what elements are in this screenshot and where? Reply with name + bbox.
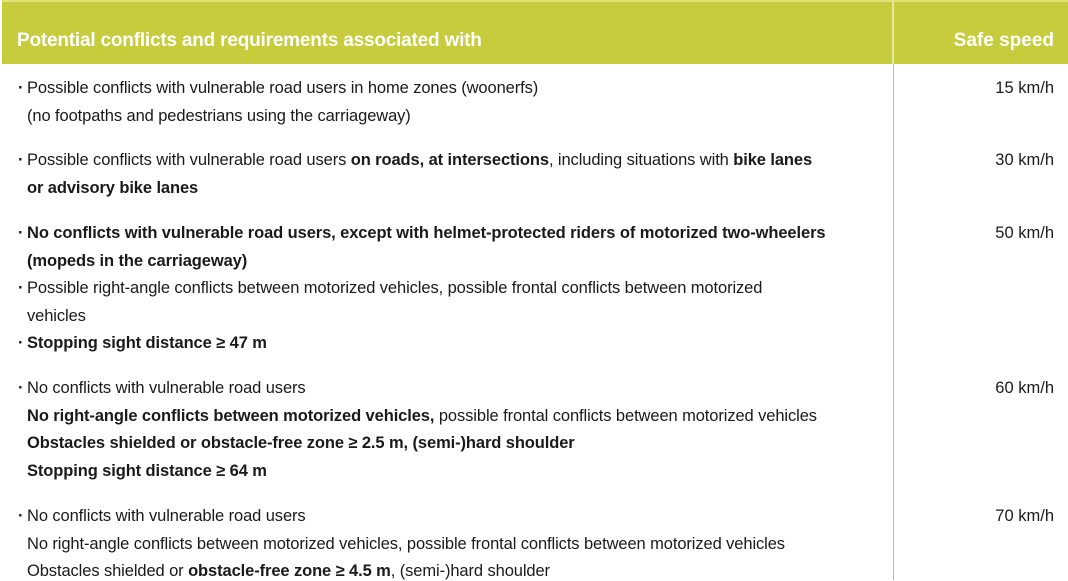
header-safe-speed-title: Safe speed xyxy=(953,30,1054,51)
requirement-line: No right-angle conflicts between motorized vehicles, possible frontal conflicts between motorized vehicles xyxy=(27,407,817,425)
bullet-icon: · xyxy=(18,379,24,397)
requirement-line: Obstacles shielded or obstacle-free zone ≥ 2.5 m, (semi-)hard shoulder xyxy=(27,434,575,452)
requirement-line: Stopping sight distance ≥ 64 m xyxy=(27,462,267,480)
header-conflicts-title: Potential conflicts and requirements associated with xyxy=(17,30,482,51)
requirement-line: · Possible conflicts with vulnerable road users on roads, at intersections, including situations with bike lanes xyxy=(18,151,813,169)
requirement-line: No right-angle conflicts between motorized vehicles, possible frontal conflicts between motorized vehicles xyxy=(27,535,785,553)
bullet-icon: · xyxy=(18,151,24,169)
requirement-line: · Possible right-angle conflicts between motorized vehicles, possible frontal conflicts between motorized xyxy=(18,279,763,297)
requirement-line: (mopeds in the carriageway) xyxy=(27,252,248,270)
requirement-line: · No conflicts with vulnerable road users xyxy=(18,379,306,397)
requirement-line: Obstacles shielded or obstacle-free zone ≥ 4.5 m, (semi-)hard shoulder xyxy=(27,562,550,580)
bullet-icon: · xyxy=(18,79,24,97)
requirement-line: · No conflicts with vulnerable road users, except with helmet-protected riders of motorized two-wheelers xyxy=(18,224,826,242)
requirement-line: or advisory bike lanes xyxy=(27,179,199,197)
requirement-line: vehicles xyxy=(27,307,86,325)
safe-speed-value: 50 km/h xyxy=(995,224,1054,242)
header-column-divider xyxy=(892,0,894,64)
requirement-line: · Stopping sight distance ≥ 47 m xyxy=(18,334,267,352)
safe-speed-value: 70 km/h xyxy=(995,507,1054,525)
safe-speed-value: 60 km/h xyxy=(995,379,1054,397)
column-divider xyxy=(893,64,894,580)
requirement-line: · Possible conflicts with vulnerable road users in home zones (woonerfs) xyxy=(18,79,539,97)
safe-speed-value: 15 km/h xyxy=(995,79,1054,97)
bullet-icon: · xyxy=(18,334,24,352)
bullet-icon: · xyxy=(18,279,24,297)
table-header xyxy=(2,0,1068,64)
bullet-icon: · xyxy=(18,224,24,242)
requirement-line: (no footpaths and pedestrians using the carriageway) xyxy=(27,107,411,125)
bullet-icon: · xyxy=(18,507,24,525)
safe-speed-value: 30 km/h xyxy=(995,151,1054,169)
requirement-line: · No conflicts with vulnerable road users xyxy=(18,507,306,525)
